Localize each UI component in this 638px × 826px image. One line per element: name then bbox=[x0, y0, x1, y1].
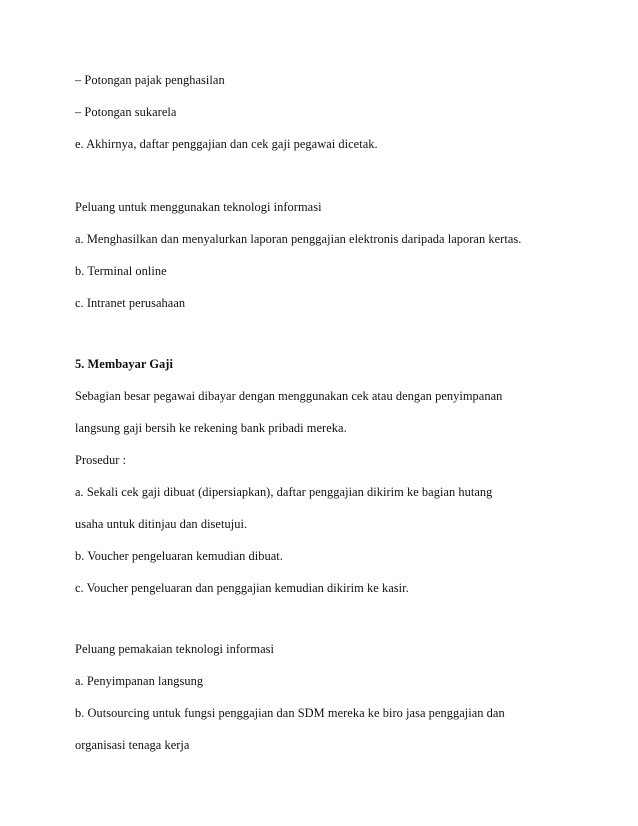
paragraph-payment-method-line2: langsung gaji bersih ke rekening bank pribadi mereka. bbox=[75, 421, 347, 435]
list-item-income-tax-deduction: – Potongan pajak penghasilan bbox=[75, 73, 225, 87]
paragraph-payroll-printed: e. Akhirnya, daftar penggajian dan cek gaji pegawai dicetak. bbox=[75, 137, 378, 151]
list-item-direct-deposit: a. Penyimpanan langsung bbox=[75, 674, 204, 688]
subheading-it-opportunity-1: Peluang untuk menggunakan teknologi informasi bbox=[75, 200, 322, 214]
section-heading-pay-salary: 5. Membayar Gaji bbox=[75, 357, 173, 371]
list-item-online-terminal: b. Terminal online bbox=[75, 264, 167, 278]
list-item-outsourcing-line1: b. Outsourcing untuk fungsi penggajian dan SDM mereka ke biro jasa penggajian dan bbox=[75, 706, 505, 720]
list-item-electronic-reports: a. Menghasilkan dan menyalurkan laporan penggajian elektronis daripada laporan kertas. bbox=[75, 232, 522, 246]
list-item-outsourcing-line2: organisasi tenaga kerja bbox=[75, 738, 190, 752]
procedure-label: Prosedur : bbox=[75, 453, 127, 467]
subheading-it-opportunity-2: Peluang pemakaian teknologi informasi bbox=[75, 642, 275, 656]
procedure-step-c: c. Voucher pengeluaran dan penggajian kemudian dikirim ke kasir. bbox=[75, 581, 409, 595]
list-item-voluntary-deduction: – Potongan sukarela bbox=[75, 105, 177, 119]
list-item-company-intranet: c. Intranet perusahaan bbox=[75, 296, 186, 310]
procedure-step-a-line2: usaha untuk ditinjau dan disetujui. bbox=[75, 517, 248, 531]
procedure-step-b: b. Voucher pengeluaran kemudian dibuat. bbox=[75, 549, 283, 563]
paragraph-payment-method-line1: Sebagian besar pegawai dibayar dengan menggunakan cek atau dengan penyimpanan bbox=[75, 389, 503, 403]
procedure-step-a-line1: a. Sekali cek gaji dibuat (dipersiapkan), daftar penggajian dikirim ke bagian hutang bbox=[75, 485, 493, 499]
